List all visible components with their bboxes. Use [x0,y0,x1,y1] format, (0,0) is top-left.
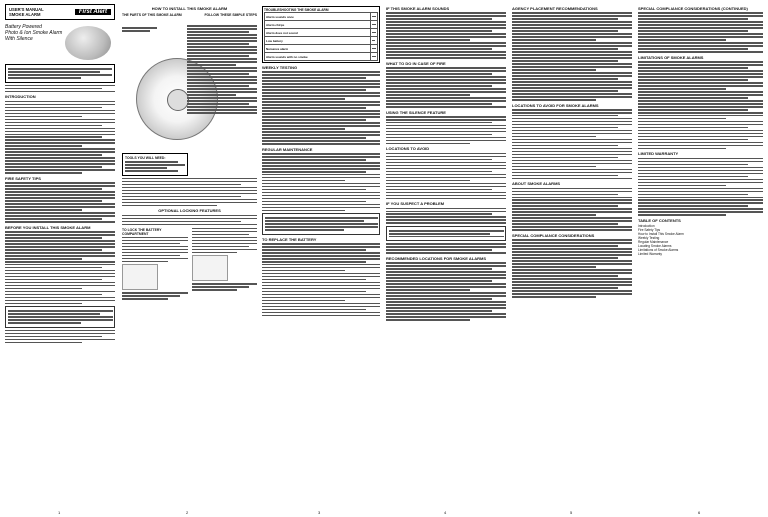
table-row [265,13,378,21]
heading-regular-maintenance: REGULAR MAINTENANCE [262,146,313,152]
product-line-3: With Silence [5,36,33,42]
toc-item: How to Install This Smoke Alarm [638,232,684,236]
heading-replace-battery: TO REPLACE THE BATTERY [262,236,317,242]
smoke-alarm-image [65,26,111,60]
table-row [265,45,378,53]
brand-logo: First Alert [75,9,111,15]
page-number-3: 3 [318,510,321,515]
parts-diagram [122,18,257,153]
table-cell: Low battery [265,37,371,45]
toc-item: Limitations of Smoke Alarms [638,248,679,252]
toc-item: Locating Smoke Alarms [638,244,672,248]
troubleshooting-heading: TROUBLESHOOTING THE SMOKE ALARM [264,8,329,12]
toc-item: Regular Maintenance [638,240,669,244]
test-button-icon [167,89,189,111]
heading-suspect-problem: IF YOU SUSPECT A PROBLEM [386,201,445,207]
tools-box [122,153,188,176]
heading-silence-feature: USING THE SILENCE FEATURE [386,109,446,115]
troubleshooting-table-box [262,6,380,63]
heading-optional-locking: OPTIONAL LOCKING FEATURES [158,208,221,214]
toc-list [638,224,763,256]
toc-item: Introduction [638,224,655,228]
heading-warranty: LIMITED WARRANTY [638,151,679,157]
toc-item: Weekly Testing [638,236,660,240]
page-5 [512,4,632,509]
heading-introduction: INTRODUCTION [5,94,36,100]
tools-heading: TOOLS YOU WILL NEED: [125,156,166,160]
heading-what-to-do: WHAT TO DO IN CASE OF FIRE [386,60,446,66]
product-line-1: Battery Powered [5,24,42,30]
table-cell: Alarm does not sound [265,29,371,37]
manual-label [9,7,44,17]
table-cell: Alarm chirps [265,21,371,29]
table-cell: Alarm sounds with no smoke [265,53,371,61]
step-list [187,24,257,115]
manual-label-text: USER'S MANUAL [9,7,44,12]
install-title: HOW TO INSTALL THIS SMOKE ALARM [151,6,228,11]
manual-sub-text: SMOKE ALARM [9,12,41,17]
page-number-6: 6 [698,510,701,515]
heading-limitations: LIMITATIONS OF SMOKE ALARMS [638,54,704,60]
toc-item: Fire Safety Tips [638,228,661,232]
heading-fire-safety: FIRE SAFETY TIPS [5,175,41,181]
table-row [265,53,378,61]
heading-before-install: BEFORE YOU INSTALL THIS SMOKE ALARM [5,224,91,230]
heading-locations-avoid: LOCATIONS TO AVOID [386,146,430,152]
table-cell: Nuisance alarm [265,45,371,53]
parts-heading: THE PARTS OF THIS SMOKE ALARM [122,13,182,17]
heading-special-cont: SPECIAL COMPLIANCE CONSIDERATIONS (CONTINUED) [638,6,748,11]
heading-lock-battery: TO LOCK THE BATTERY COMPARTMENT [122,227,162,236]
table-row [265,21,378,29]
page-6 [638,4,763,509]
table-row [265,37,378,45]
caution-note [5,306,115,327]
heading-weekly-testing: WEEKLY TESTING [262,65,298,70]
table-row [265,29,378,37]
page-number-2: 2 [186,510,189,515]
heading-recommended: RECOMMENDED LOCATIONS FOR SMOKE ALARMS [386,255,486,261]
heading-locations-avoid-smoke: LOCATIONS TO AVOID FOR SMOKE ALARMS [512,102,599,108]
callouts-left [122,26,162,33]
page-number-4: 4 [444,510,447,515]
heading-if-sounds: IF THIS SMOKE ALARM SOUNDS [386,6,450,11]
warning-note [262,213,380,234]
page-2 [122,4,257,509]
heading-toc: TABLE OF CONTENTS [638,218,681,223]
troubleshooting-table [264,12,378,61]
caution-note-2 [386,226,506,241]
page-1 [5,4,115,509]
heading-agency: AGENCY PLACEMENT RECOMMENDATIONS [512,6,598,11]
steps-heading: FOLLOW THESE SIMPLE STEPS [204,13,257,17]
page-number-5: 5 [570,510,573,515]
battery-lock-figure [122,264,158,290]
product-line-2: Photo & Ion Smoke Alarm [5,30,63,36]
table-cell: Alarm sounds once [265,13,371,21]
warning-box [5,64,115,83]
bracket-lock-figure [192,255,228,281]
toc-item: Limited Warranty [638,252,662,256]
heading-special-compliance: SPECIAL COMPLIANCE CONSIDERATIONS [512,232,595,238]
page-4 [386,4,506,509]
heading-about-smoke-alarms: ABOUT SMOKE ALARMS [512,181,561,187]
brand-bar [5,4,115,20]
page-number-1: 1 [58,510,61,515]
page-3 [262,4,380,509]
